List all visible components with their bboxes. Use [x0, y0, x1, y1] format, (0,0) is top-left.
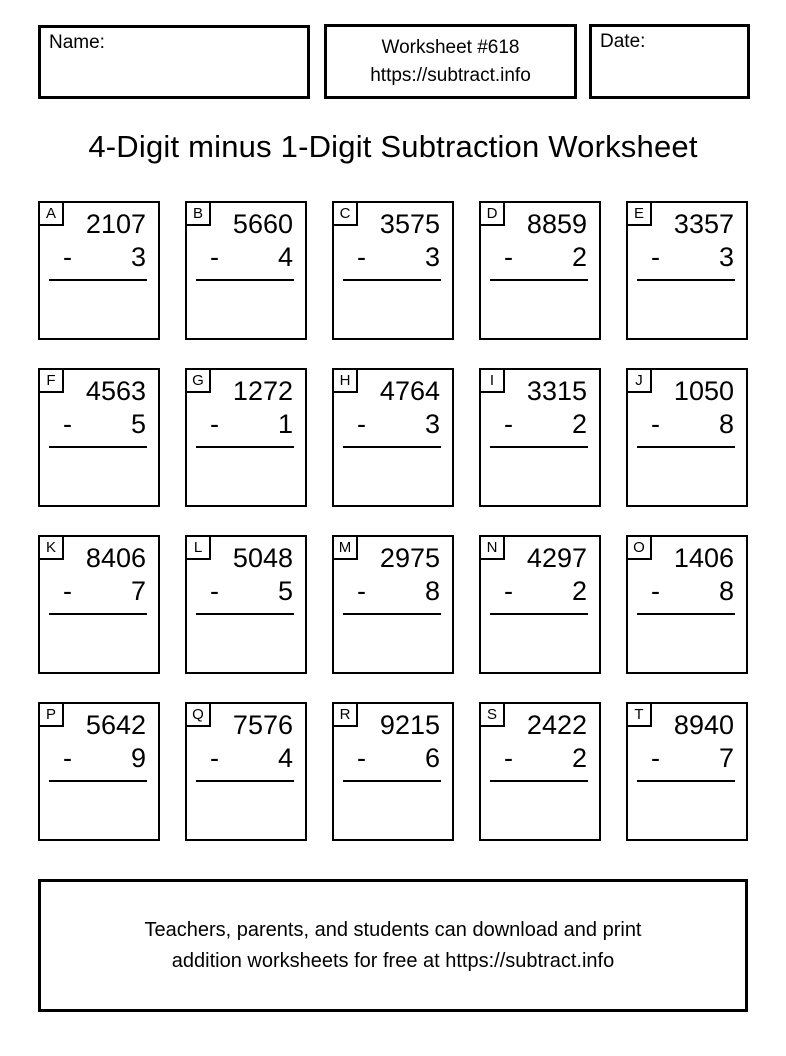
answer-space [187, 782, 305, 839]
problem-letter-label: D [481, 203, 505, 226]
name-label: Name: [49, 32, 105, 53]
problem-cell [185, 368, 307, 507]
problem-letter-label: I [481, 370, 505, 393]
footer-line-1: Teachers, parents, and students can download and print [144, 918, 642, 941]
problem-cell [332, 535, 454, 674]
operator-row [210, 242, 293, 273]
answer-space [40, 448, 158, 505]
problem-cell [38, 535, 160, 674]
problem-letter-label: R [334, 704, 358, 727]
problem-letter-label: S [481, 704, 505, 727]
problem-letter-label: F [40, 370, 64, 393]
minuend-number: 9215 [379, 710, 440, 740]
minus-operator: - [651, 743, 660, 773]
answer-space [187, 281, 305, 338]
operator-row [357, 743, 440, 774]
problem-letter-label: K [40, 537, 64, 560]
subtrahend-number: 3 [424, 409, 440, 439]
subtrahend-number: 1 [277, 409, 293, 439]
subtrahend-number: 9 [130, 743, 146, 773]
problem-letter-label: G [187, 370, 211, 393]
problem-letter-label: H [334, 370, 358, 393]
problem-letter-label: J [628, 370, 652, 393]
operator-row [357, 242, 440, 273]
page-title: 4-Digit minus 1-Digit Subtraction Worksheet [88, 129, 698, 164]
subtrahend-number: 7 [130, 576, 146, 606]
problem-cell [479, 535, 601, 674]
problem-cell [626, 702, 748, 841]
problem-letter-label: T [628, 704, 652, 727]
minuend-number: 7576 [232, 710, 293, 740]
minuend-number: 4764 [379, 376, 440, 406]
minus-operator: - [357, 242, 366, 272]
problem-letter-label: B [187, 203, 211, 226]
worksheet-url: https://subtract.info [370, 64, 531, 86]
minuend-number: 4297 [526, 543, 587, 573]
minus-operator: - [210, 743, 219, 773]
subtrahend-number: 8 [718, 576, 734, 606]
footer-box [38, 879, 748, 1012]
answer-space [334, 615, 452, 672]
subtrahend-number: 6 [424, 743, 440, 773]
minus-operator: - [210, 409, 219, 439]
problem-cell [332, 201, 454, 340]
problem-cell [332, 368, 454, 507]
operator-row [210, 743, 293, 774]
operator-row [504, 576, 587, 607]
minus-operator: - [63, 743, 72, 773]
name-field-box [38, 25, 310, 99]
subtrahend-number: 3 [424, 242, 440, 272]
minuend-number: 1050 [673, 376, 734, 406]
answer-space [481, 448, 599, 505]
problem-cell [38, 702, 160, 841]
minuend-number: 2975 [379, 543, 440, 573]
answer-space [481, 615, 599, 672]
minus-operator: - [504, 409, 513, 439]
minus-operator: - [357, 576, 366, 606]
subtrahend-number: 7 [718, 743, 734, 773]
subtrahend-number: 8 [718, 409, 734, 439]
subtrahend-number: 8 [424, 576, 440, 606]
minus-operator: - [651, 576, 660, 606]
problem-cell [626, 201, 748, 340]
answer-space [628, 448, 746, 505]
answer-space [40, 615, 158, 672]
problem-letter-label: C [334, 203, 358, 226]
minuend-number: 3357 [673, 209, 734, 239]
problem-letter-label: O [628, 537, 652, 560]
operator-row [651, 576, 734, 607]
minus-operator: - [651, 242, 660, 272]
minuend-number: 2422 [526, 710, 587, 740]
operator-row [651, 242, 734, 273]
answer-space [481, 782, 599, 839]
problem-letter-label: A [40, 203, 64, 226]
minus-operator: - [63, 242, 72, 272]
problem-letter-label: L [187, 537, 211, 560]
operator-row [357, 576, 440, 607]
answer-space [40, 281, 158, 338]
minus-operator: - [651, 409, 660, 439]
problem-cell [38, 368, 160, 507]
answer-space [481, 281, 599, 338]
operator-row [63, 409, 146, 440]
minuend-number: 3575 [379, 209, 440, 239]
problems-grid [38, 201, 748, 841]
minus-operator: - [357, 409, 366, 439]
problem-cell [185, 535, 307, 674]
problem-cell [479, 702, 601, 841]
minuend-number: 4563 [85, 376, 146, 406]
minuend-number: 8940 [673, 710, 734, 740]
problem-cell [185, 702, 307, 841]
answer-space [334, 448, 452, 505]
subtrahend-number: 2 [571, 242, 587, 272]
problem-letter-label: E [628, 203, 652, 226]
problem-letter-label: Q [187, 704, 211, 727]
subtrahend-number: 3 [718, 242, 734, 272]
minus-operator: - [357, 743, 366, 773]
problem-cell [332, 702, 454, 841]
operator-row [210, 409, 293, 440]
problem-letter-label: N [481, 537, 505, 560]
subtrahend-number: 2 [571, 743, 587, 773]
operator-row [504, 242, 587, 273]
minuend-number: 5048 [232, 543, 293, 573]
minus-operator: - [210, 242, 219, 272]
minuend-number: 5642 [85, 710, 146, 740]
minus-operator: - [504, 242, 513, 272]
problem-cell [185, 201, 307, 340]
minus-operator: - [210, 576, 219, 606]
date-field-box [589, 24, 750, 99]
answer-space [628, 615, 746, 672]
problem-cell [626, 368, 748, 507]
minuend-number: 5660 [232, 209, 293, 239]
operator-row [210, 576, 293, 607]
problem-cell [479, 201, 601, 340]
worksheet-number: Worksheet #618 [381, 36, 520, 58]
problem-cell [38, 201, 160, 340]
subtrahend-number: 2 [571, 576, 587, 606]
operator-row [357, 409, 440, 440]
subtrahend-number: 4 [277, 242, 293, 272]
operator-row [504, 743, 587, 774]
subtrahend-number: 2 [571, 409, 587, 439]
operator-row [651, 743, 734, 774]
subtrahend-number: 3 [130, 242, 146, 272]
answer-space [187, 615, 305, 672]
problem-letter-label: P [40, 704, 64, 727]
minuend-number: 1272 [232, 376, 293, 406]
answer-space [628, 782, 746, 839]
subtrahend-number: 4 [277, 743, 293, 773]
problem-cell [626, 535, 748, 674]
minuend-number: 8406 [85, 543, 146, 573]
minus-operator: - [63, 409, 72, 439]
minuend-number: 8859 [526, 209, 587, 239]
answer-space [628, 281, 746, 338]
minus-operator: - [504, 576, 513, 606]
operator-row [651, 409, 734, 440]
subtrahend-number: 5 [130, 409, 146, 439]
problem-cell [479, 368, 601, 507]
minuend-number: 3315 [526, 376, 587, 406]
minuend-number: 2107 [85, 209, 146, 239]
operator-row [63, 743, 146, 774]
minuend-number: 1406 [673, 543, 734, 573]
minus-operator: - [504, 743, 513, 773]
answer-space [334, 281, 452, 338]
operator-row [63, 576, 146, 607]
answer-space [334, 782, 452, 839]
date-label: Date: [600, 31, 646, 52]
problem-letter-label: M [334, 537, 358, 560]
worksheet-info-box [324, 24, 577, 99]
answer-space [187, 448, 305, 505]
answer-space [40, 782, 158, 839]
subtrahend-number: 5 [277, 576, 293, 606]
minus-operator: - [63, 576, 72, 606]
operator-row [63, 242, 146, 273]
footer-line-2: addition worksheets for free at https://subtract.info [171, 949, 615, 972]
operator-row [504, 409, 587, 440]
